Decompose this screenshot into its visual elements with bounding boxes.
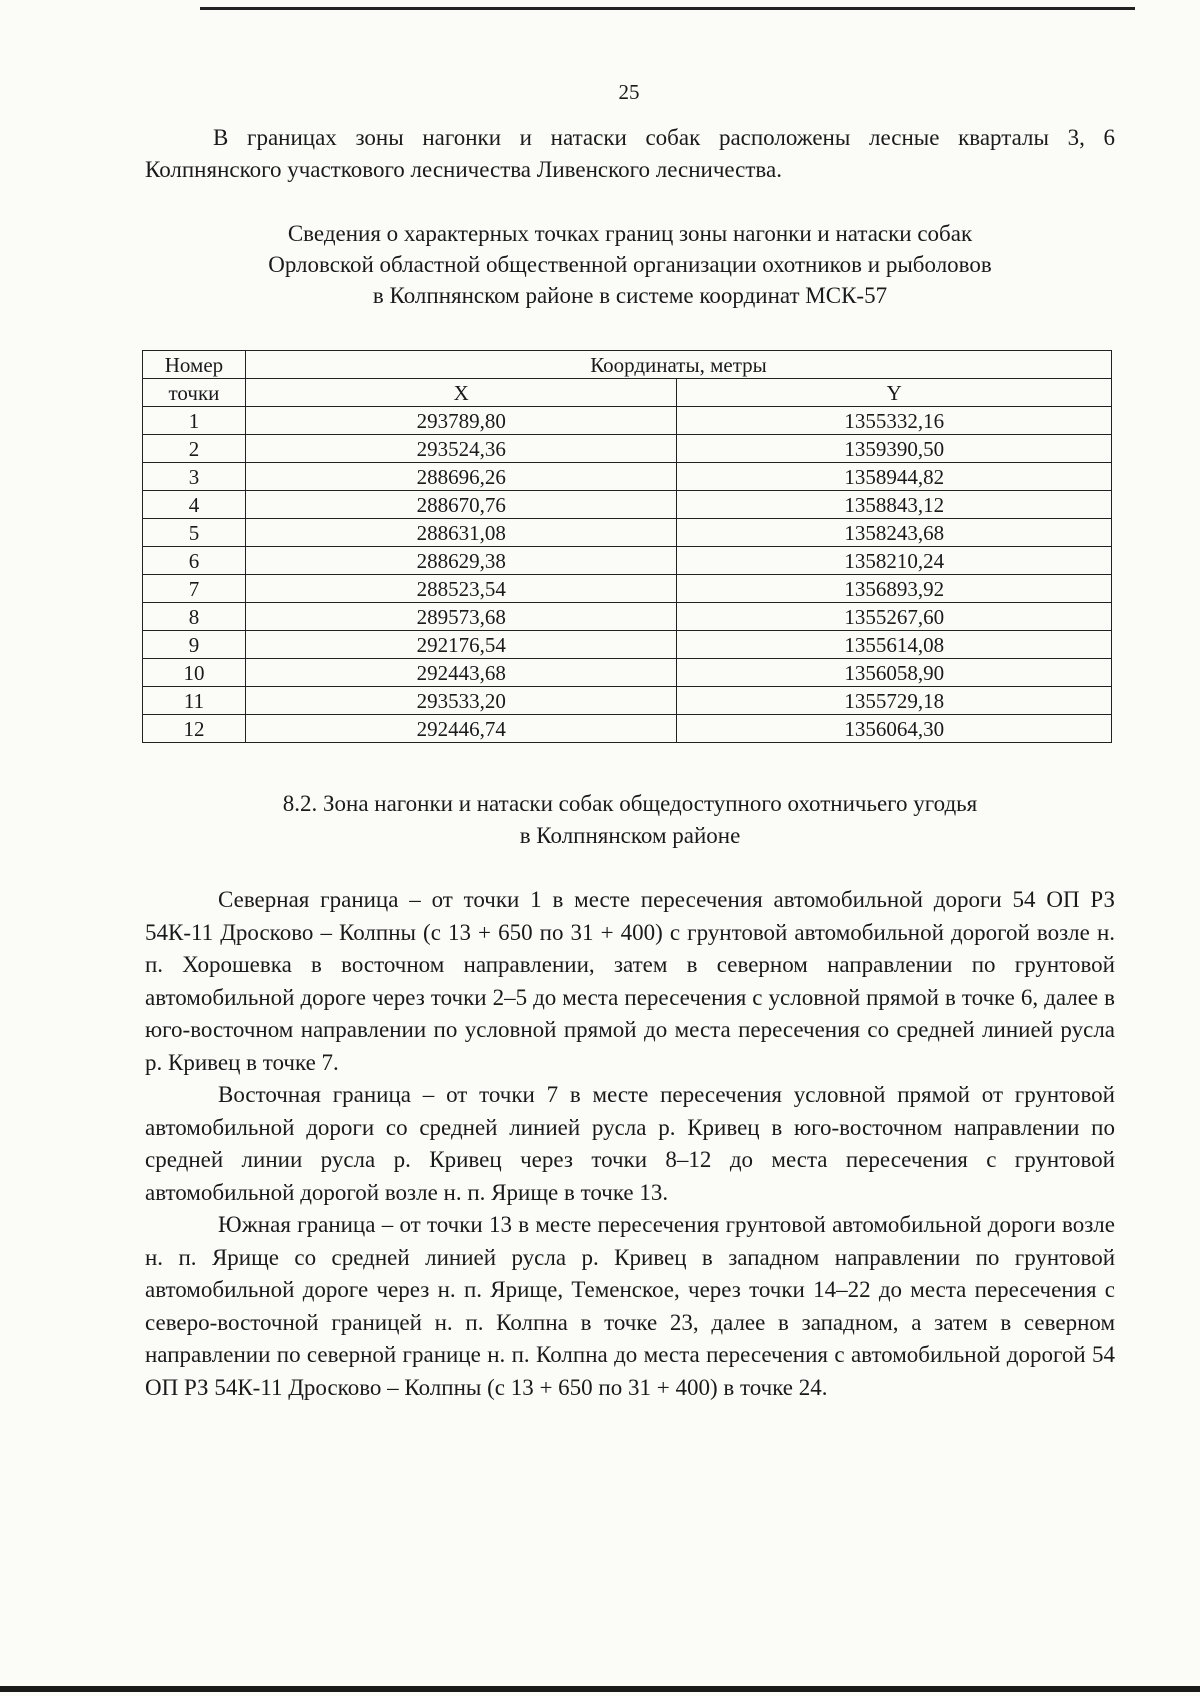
y-coordinate-cell: 1356893,92 bbox=[677, 575, 1112, 603]
header-x: X bbox=[245, 379, 677, 407]
header-y: Y bbox=[677, 379, 1112, 407]
point-number-cell: 6 bbox=[143, 547, 246, 575]
table-title bbox=[145, 218, 1115, 311]
table-header-row bbox=[143, 379, 1112, 407]
section-heading-line-1: 8.2. Зона нагонки и натаски собак общедоступного охотничьего угодья bbox=[282, 791, 978, 816]
east-boundary-paragraph: Восточная граница – от точки 7 в месте пересечения условной прямой от грунтовой автомобильной дороги со средней линией русла р. Кривец в юго-восточном направлении по средней линии русла р. Кривец через точки 8–12 до места пересечения с грунтовой автомобильной дорогой возле н. п. Ярище в точке 13. bbox=[145, 1082, 1115, 1205]
section-heading-line-2: в Колпнянском районе bbox=[519, 823, 741, 848]
table-row bbox=[143, 519, 1112, 547]
x-coordinate-cell: 293533,20 bbox=[245, 687, 677, 715]
y-coordinate-cell: 1355614,08 bbox=[677, 631, 1112, 659]
point-number-cell: 7 bbox=[143, 575, 246, 603]
north-boundary-paragraph: Северная граница – от точки 1 в месте пересечения автомобильной дороги 54 ОП РЗ 54К-11 Дросково – Колпны (с 13 + 650 по 31 + 400) с грунтовой автомобильной дорогой возле н. п. Хорошевка в восточном направлении, затем в северном направлении по грунтовой автомобильной дороге через точки 2–5 до места пересечения с условной прямой в точке 6, далее в юго-восточном направлении по условной прямой до места пересечения со средней линией русла р. Кривец в точке 7. bbox=[145, 887, 1115, 1075]
table-row bbox=[143, 491, 1112, 519]
point-number-cell: 1 bbox=[143, 407, 246, 435]
bottom-rule bbox=[0, 1686, 1200, 1692]
table-row bbox=[143, 463, 1112, 491]
y-coordinate-cell: 1358243,68 bbox=[677, 519, 1112, 547]
intro-paragraph: В границах зоны нагонки и натаски собак расположены лесные кварталы 3, 6 Колпнянского участкового лесничества Ливенского лесничества. bbox=[145, 125, 1115, 182]
x-coordinate-cell: 293789,80 bbox=[245, 407, 677, 435]
point-number-cell: 4 bbox=[143, 491, 246, 519]
x-coordinate-cell: 292443,68 bbox=[245, 659, 677, 687]
y-coordinate-cell: 1358843,12 bbox=[677, 491, 1112, 519]
y-coordinate-cell: 1356064,30 bbox=[677, 715, 1112, 743]
section-heading bbox=[145, 788, 1115, 852]
point-number-cell: 12 bbox=[143, 715, 246, 743]
table-row bbox=[143, 407, 1112, 435]
south-boundary-paragraph: Южная граница – от точки 13 в месте пересечения грунтовой автомобильной дороги возле н. п. Ярище со средней линией русла р. Кривец в западном направлении по грунтовой автомобильной дороге через н. п. Ярище, Теменское, через точки 14–22 до места пересечения с северо-восточной границей н. п. Колпна в точке 23, далее в западном, а затем в северном направлении по северной границе н. п. Колпна до места пересечения с автомобильной дорогой 54 ОП РЗ 54К-11 Дросково – Колпны (с 13 + 650 по 31 + 400) в точке 24. bbox=[145, 1212, 1115, 1400]
table-title-line-3: в Колпнянском районе в системе координат МСК-57 bbox=[372, 283, 888, 308]
point-number-cell: 10 bbox=[143, 659, 246, 687]
coordinates-table bbox=[142, 350, 1112, 743]
table-row bbox=[143, 435, 1112, 463]
table-row bbox=[143, 687, 1112, 715]
table-row bbox=[143, 575, 1112, 603]
x-coordinate-cell: 292176,54 bbox=[245, 631, 677, 659]
header-number-2: точки bbox=[143, 379, 246, 407]
y-coordinate-cell: 1355729,18 bbox=[677, 687, 1112, 715]
x-coordinate-cell: 293524,36 bbox=[245, 435, 677, 463]
point-number-cell: 11 bbox=[143, 687, 246, 715]
table-row bbox=[143, 715, 1112, 743]
x-coordinate-cell: 288523,54 bbox=[245, 575, 677, 603]
x-coordinate-cell: 288631,08 bbox=[245, 519, 677, 547]
x-coordinate-cell: 288629,38 bbox=[245, 547, 677, 575]
point-number-cell: 9 bbox=[143, 631, 246, 659]
x-coordinate-cell: 292446,74 bbox=[245, 715, 677, 743]
table-row bbox=[143, 631, 1112, 659]
header-number: Номер bbox=[143, 351, 246, 379]
point-number-cell: 5 bbox=[143, 519, 246, 547]
x-coordinate-cell: 289573,68 bbox=[245, 603, 677, 631]
boundary-description bbox=[145, 884, 1115, 1404]
y-coordinate-cell: 1359390,50 bbox=[677, 435, 1112, 463]
table-title-line-1: Сведения о характерных точках границ зоны нагонки и натаски собак bbox=[287, 221, 973, 246]
table-header-row bbox=[143, 351, 1112, 379]
x-coordinate-cell: 288670,76 bbox=[245, 491, 677, 519]
table-row bbox=[143, 659, 1112, 687]
point-number-cell: 2 bbox=[143, 435, 246, 463]
header-coordinates: Координаты, метры bbox=[245, 351, 1111, 379]
table-row bbox=[143, 603, 1112, 631]
page-number: 25 bbox=[618, 80, 640, 104]
y-coordinate-cell: 1355267,60 bbox=[677, 603, 1112, 631]
y-coordinate-cell: 1356058,90 bbox=[677, 659, 1112, 687]
y-coordinate-cell: 1358210,24 bbox=[677, 547, 1112, 575]
point-number-cell: 3 bbox=[143, 463, 246, 491]
table-title-line-2: Орловской областной общественной организации охотников и рыболовов bbox=[268, 252, 992, 277]
table-row bbox=[143, 547, 1112, 575]
top-rule bbox=[200, 7, 1135, 10]
point-number-cell: 8 bbox=[143, 603, 246, 631]
y-coordinate-cell: 1355332,16 bbox=[677, 407, 1112, 435]
y-coordinate-cell: 1358944,82 bbox=[677, 463, 1112, 491]
x-coordinate-cell: 288696,26 bbox=[245, 463, 677, 491]
